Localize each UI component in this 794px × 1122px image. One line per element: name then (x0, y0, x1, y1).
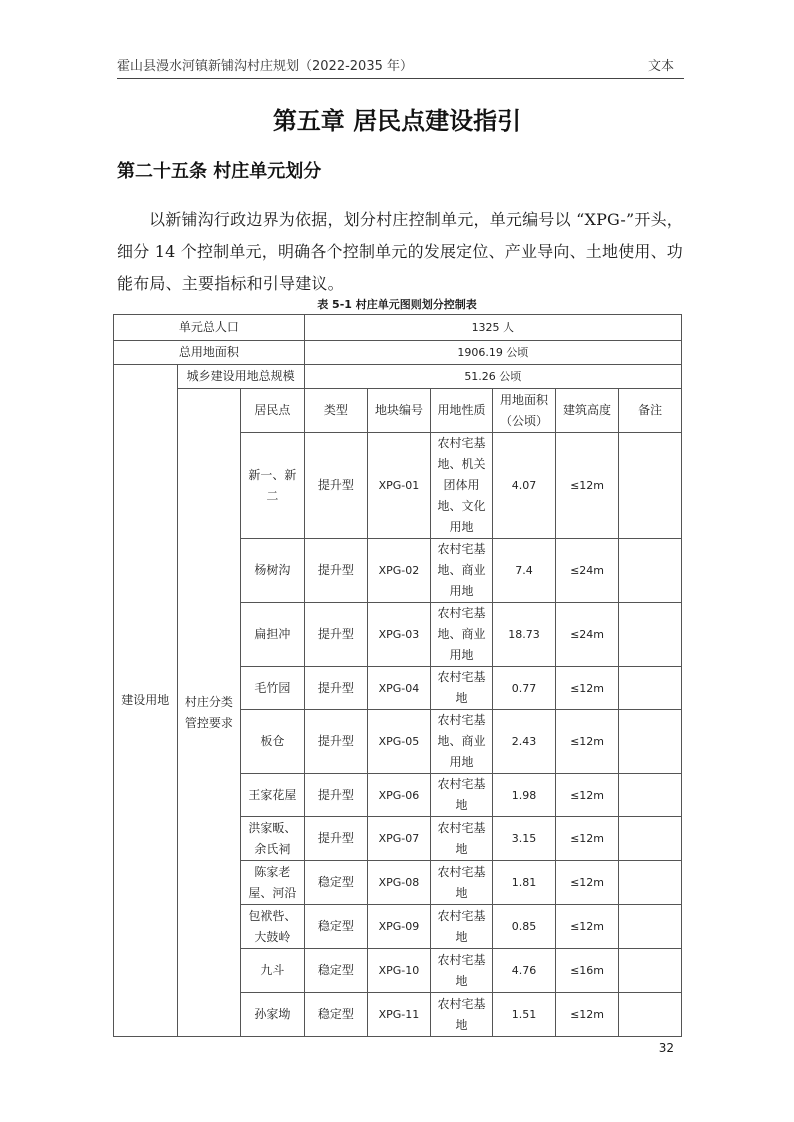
code-cell: XPG-08 (368, 861, 431, 905)
code-cell: XPG-07 (368, 817, 431, 861)
area-cell: 0.85 (493, 905, 556, 949)
note-cell (619, 433, 682, 539)
note-cell (619, 949, 682, 993)
code-cell: XPG-11 (368, 993, 431, 1037)
control-unit-table (113, 314, 682, 1037)
code-cell: XPG-06 (368, 774, 431, 817)
type-cell: 稳定型 (304, 949, 368, 993)
note-cell (619, 905, 682, 949)
area-cell: 3.15 (493, 817, 556, 861)
column-header-row (114, 389, 682, 433)
running-header-label: 文本 (647, 59, 674, 74)
type-cell: 提升型 (304, 774, 368, 817)
area-cell: 2.43 (493, 710, 556, 774)
note-cell (619, 861, 682, 905)
landuse-cell: 农村宅基地、机关团体用地、文化用地 (430, 433, 493, 539)
article-title: 第二十五条 村庄单元划分 (117, 161, 322, 182)
note-cell (619, 667, 682, 710)
code-cell: XPG-05 (368, 710, 431, 774)
column-header: 用地面积（公顷） (493, 389, 556, 433)
group-label-cell: 建设用地 (114, 365, 178, 1037)
landuse-cell: 农村宅基地 (430, 817, 493, 861)
height-cell: ≤12m (555, 817, 619, 861)
column-header: 居民点 (241, 389, 305, 433)
settlement-cell: 包袱呰、大鼓岭 (241, 905, 305, 949)
height-cell: ≤12m (555, 774, 619, 817)
running-header-title: 霍山县漫水河镇新铺沟村庄规划（2022-2035 年） (117, 59, 413, 74)
type-cell: 提升型 (304, 667, 368, 710)
column-header: 备注 (619, 389, 682, 433)
note-cell (619, 539, 682, 603)
summary-label: 总用地面积 (114, 341, 305, 365)
landuse-cell: 农村宅基地 (430, 993, 493, 1037)
code-cell: XPG-03 (368, 603, 431, 667)
settlement-cell: 洪家畈、余氏祠 (241, 817, 305, 861)
category-label-cell (177, 389, 241, 1037)
code-cell: XPG-09 (368, 905, 431, 949)
landuse-cell: 农村宅基地 (430, 861, 493, 905)
area-cell: 4.76 (493, 949, 556, 993)
height-cell: ≤24m (555, 603, 619, 667)
landuse-cell: 农村宅基地 (430, 667, 493, 710)
column-header: 用地性质 (430, 389, 493, 433)
summary-label: 单元总人口 (114, 315, 305, 341)
area-cell: 1.51 (493, 993, 556, 1037)
type-cell: 稳定型 (304, 861, 368, 905)
type-cell: 提升型 (304, 710, 368, 774)
note-cell (619, 710, 682, 774)
code-cell: XPG-02 (368, 539, 431, 603)
settlement-cell: 陈家老屋、河沿 (241, 861, 305, 905)
area-cell: 0.77 (493, 667, 556, 710)
height-cell: ≤12m (555, 993, 619, 1037)
settlement-cell: 板仓 (241, 710, 305, 774)
type-cell: 提升型 (304, 817, 368, 861)
type-cell: 提升型 (304, 433, 368, 539)
settlement-cell: 孙家坳 (241, 993, 305, 1037)
code-cell: XPG-10 (368, 949, 431, 993)
height-cell: ≤24m (555, 539, 619, 603)
header-divider (117, 78, 684, 79)
area-cell: 7.4 (493, 539, 556, 603)
column-header: 类型 (304, 389, 368, 433)
height-cell: ≤12m (555, 861, 619, 905)
note-cell (619, 993, 682, 1037)
subtotal-row (114, 365, 682, 389)
type-cell: 稳定型 (304, 905, 368, 949)
summary-value: 1325 人 (304, 315, 681, 341)
type-cell: 提升型 (304, 539, 368, 603)
area-cell: 1.98 (493, 774, 556, 817)
height-cell: ≤12m (555, 710, 619, 774)
chapter-title: 第五章 居民点建设指引 (272, 107, 522, 135)
summary-value: 1906.19 公顷 (304, 341, 681, 365)
column-header: 建筑高度 (555, 389, 619, 433)
code-cell: XPG-01 (368, 433, 431, 539)
height-cell: ≤12m (555, 905, 619, 949)
subtotal-value: 51.26 公顷 (304, 365, 681, 389)
landuse-cell: 农村宅基地、商业用地 (430, 539, 493, 603)
page-number: 32 (658, 1041, 674, 1055)
column-header: 地块编号 (368, 389, 431, 433)
summary-row (114, 341, 682, 365)
settlement-cell: 新一、新二 (241, 433, 305, 539)
note-cell (619, 603, 682, 667)
settlement-cell: 九斗 (241, 949, 305, 993)
summary-row (114, 315, 682, 341)
area-cell: 1.81 (493, 861, 556, 905)
height-cell: ≤16m (555, 949, 619, 993)
note-cell (619, 817, 682, 861)
settlement-cell: 王家花屋 (241, 774, 305, 817)
code-cell: XPG-04 (368, 667, 431, 710)
table-caption: 表 5-1 村庄单元图则划分控制表 (317, 298, 477, 311)
category-label: 村庄分类管控要求 (184, 694, 233, 730)
settlement-cell: 毛竹园 (241, 667, 305, 710)
landuse-cell: 农村宅基地 (430, 949, 493, 993)
settlement-cell: 扁担冲 (241, 603, 305, 667)
area-cell: 4.07 (493, 433, 556, 539)
landuse-cell: 农村宅基地、商业用地 (430, 603, 493, 667)
area-cell: 18.73 (493, 603, 556, 667)
body-paragraph: 以新铺沟行政边界为依据，划分村庄控制单元，单元编号以 “XPG-”开头，细分 14 个控制单元，明确各个控制单元的发展定位、产业导向、土地使用、功能布局、主要指标和引导建议。 (117, 210, 683, 293)
settlement-cell: 杨树沟 (241, 539, 305, 603)
subtotal-label: 城乡建设用地总规模 (177, 365, 304, 389)
landuse-cell: 农村宅基地 (430, 774, 493, 817)
type-cell: 提升型 (304, 603, 368, 667)
type-cell: 稳定型 (304, 993, 368, 1037)
landuse-cell: 农村宅基地、商业用地 (430, 710, 493, 774)
height-cell: ≤12m (555, 667, 619, 710)
height-cell: ≤12m (555, 433, 619, 539)
landuse-cell: 农村宅基地 (430, 905, 493, 949)
note-cell (619, 774, 682, 817)
